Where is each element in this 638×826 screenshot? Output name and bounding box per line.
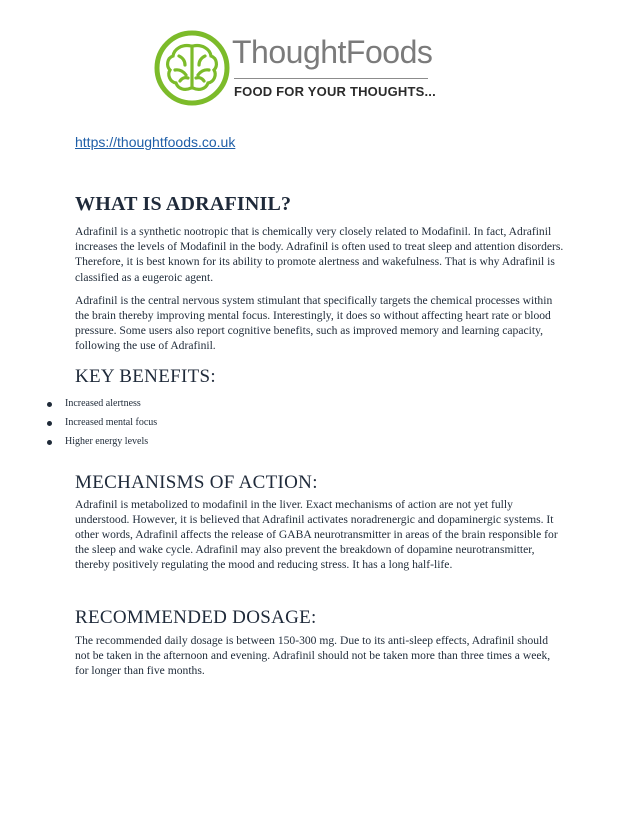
article [65, 193, 565, 678]
list-item [65, 398, 141, 409]
mechanisms-paragraph: Adrafinil is metabolized to modafinil in the liver. Exact mechanisms of action are not yet fully understood. However, it is believed that Adrafinil activates noradrenergic and dopaminergic systems. It other words, Adrafinil affects the release of GABA neurotransmitter in areas of the brain responsible for the sleep and wake cycle. Adrafinil may also prevent the breakdown of dopamine neurotransmitter, thereby positively regulating the mood and reducing stress. It has a long half-life. [75, 497, 558, 572]
site-link[interactable]: https://thoughtfoods.co.uk [75, 134, 236, 150]
brain-icon [154, 30, 230, 106]
benefits-heading: KEY BENEFITS: [75, 365, 216, 387]
page-title: WHAT IS ADRAFINIL? [75, 193, 292, 215]
bullet-icon [47, 440, 52, 445]
benefits-list [65, 388, 565, 460]
intro-paragraph-2: Adrafinil is the central nervous system stimulant that specifically targets the chemical processes within the brain thereby improving mental focus. Interestingly, it does so without affecting heart rate or blood pressure. Some users also report cognitive benefits, such as improved memory and learning capacity, following the use of Adrafinil. [75, 293, 553, 353]
list-item [65, 417, 157, 428]
benefit-label: Increased alertness [65, 397, 141, 409]
benefit-label: Increased mental focus [65, 416, 158, 428]
logo-wordmark: ThoughtFoods [232, 34, 433, 70]
logo-divider [234, 78, 428, 79]
benefit-label: Higher energy levels [65, 435, 149, 447]
dosage-paragraph: The recommended daily dosage is between 150-300 mg. Due to its anti-sleep effects, Adrafinil should not be taken in the afternoon and evening. Adrafinil should not be taken more than three times a week, for longer than five months. [75, 633, 551, 678]
bullet-icon [47, 421, 52, 426]
brand-logo [154, 30, 444, 110]
logo-tagline: FOOD FOR YOUR THOUGHTS... [234, 84, 436, 99]
intro-paragraph-1: Adrafinil is a synthetic nootropic that is chemically very closely related to Modafinil. In fact, Adrafinil increases the levels of Modafinil in the body. Adrafinil is often used to treat sleep and attention disorders. Therefore, it is best known for its ability to promote alertness and wakefulness. That is why Adrafinil is classified as a eugeroic agent. [75, 225, 564, 284]
dosage-heading: RECOMMENDED DOSAGE: [75, 606, 317, 628]
list-item [65, 436, 148, 447]
bullet-icon [47, 402, 52, 407]
mechanisms-heading: MECHANISMS OF ACTION: [75, 471, 318, 493]
